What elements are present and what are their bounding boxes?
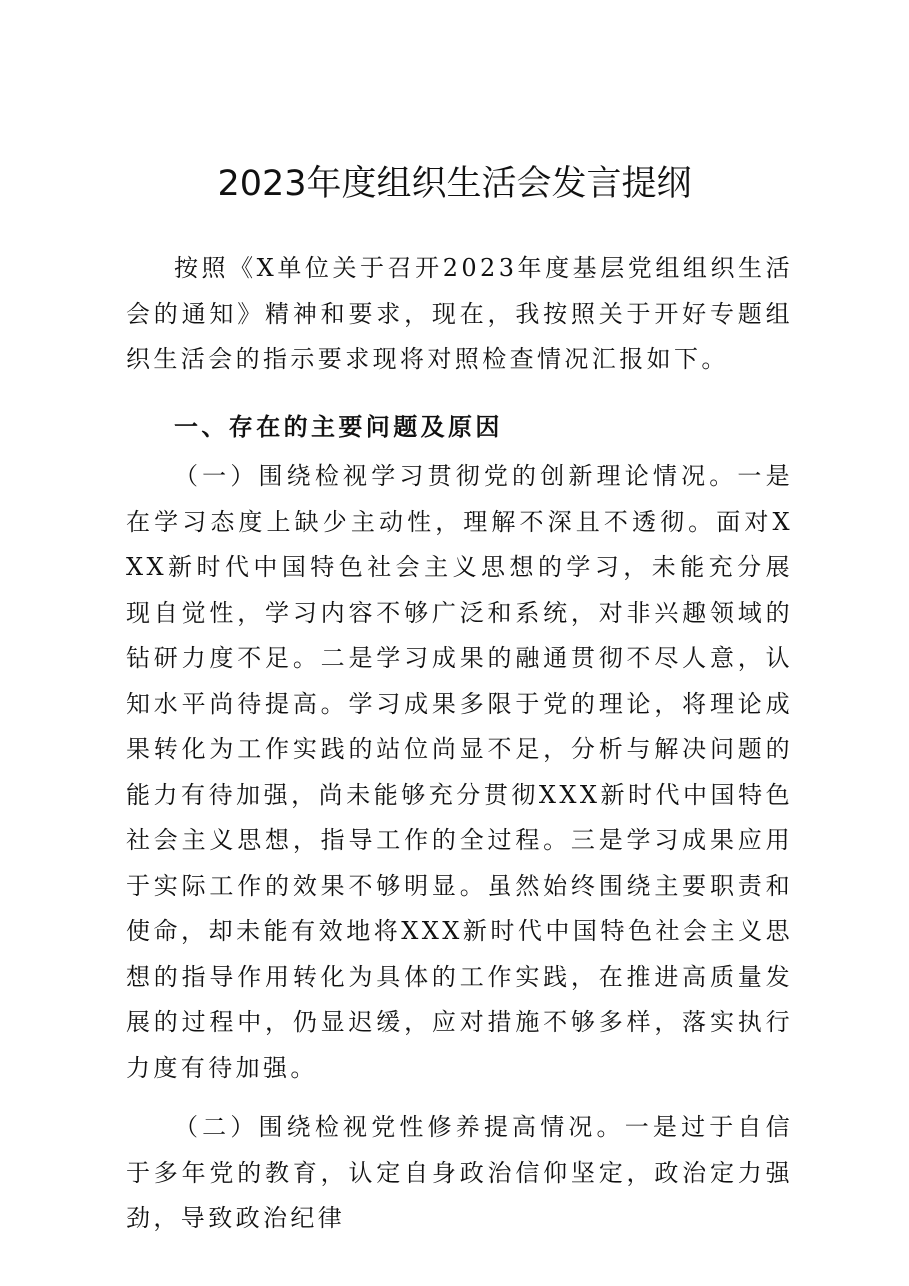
section-heading: 一、存在的主要问题及原因 xyxy=(174,412,503,441)
document-body xyxy=(126,246,793,1242)
document-title: 2023年度组织生活会发言提纲 xyxy=(217,164,692,204)
section-one-paragraph: （一）围绕检视学习贯彻党的创新理论情况。一是在学习态度上缺少主动性，理解不深且不透彻。面对XXX新时代中国特色社会主义思想的学习，未能充分展现自觉性，学习内容不够广泛和系统，对非兴趣领域的钻研力度不足。二是学习成果的融通贯彻不尽人意，认知水平尚待提高。学习成果多限于党的理论，将理论成果转化为工作实践的站位尚显不足，分析与解决问题的能力有待加强，尚未能够充分贯彻XXX新时代中国特色社会主义思想，指导工作的全过程。三是学习成果应用于实际工作的效果不够明显。虽然始终围绕主要职责和使命，却未能有效地将XXX新时代中国特色社会主义思想的指导作用转化为具体的工作实践，在推进高质量发展的过程中，仍显迟缓，应对措施不够多样，落实执行力度有待加强。 xyxy=(126,462,793,1082)
section-two-paragraph: （二）围绕检视党性修养提高情况。一是过于自信于多年党的教育，认定自身政治信仰坚定，政治定力强劲，导致政治纪律 xyxy=(126,1113,793,1232)
intro-paragraph: 按照《X单位关于召开2023年度基层党组组织生活会的通知》精神和要求，现在，我按照关于开好专题组织生活会的指示要求现将对照检查情况汇报如下。 xyxy=(126,254,793,373)
